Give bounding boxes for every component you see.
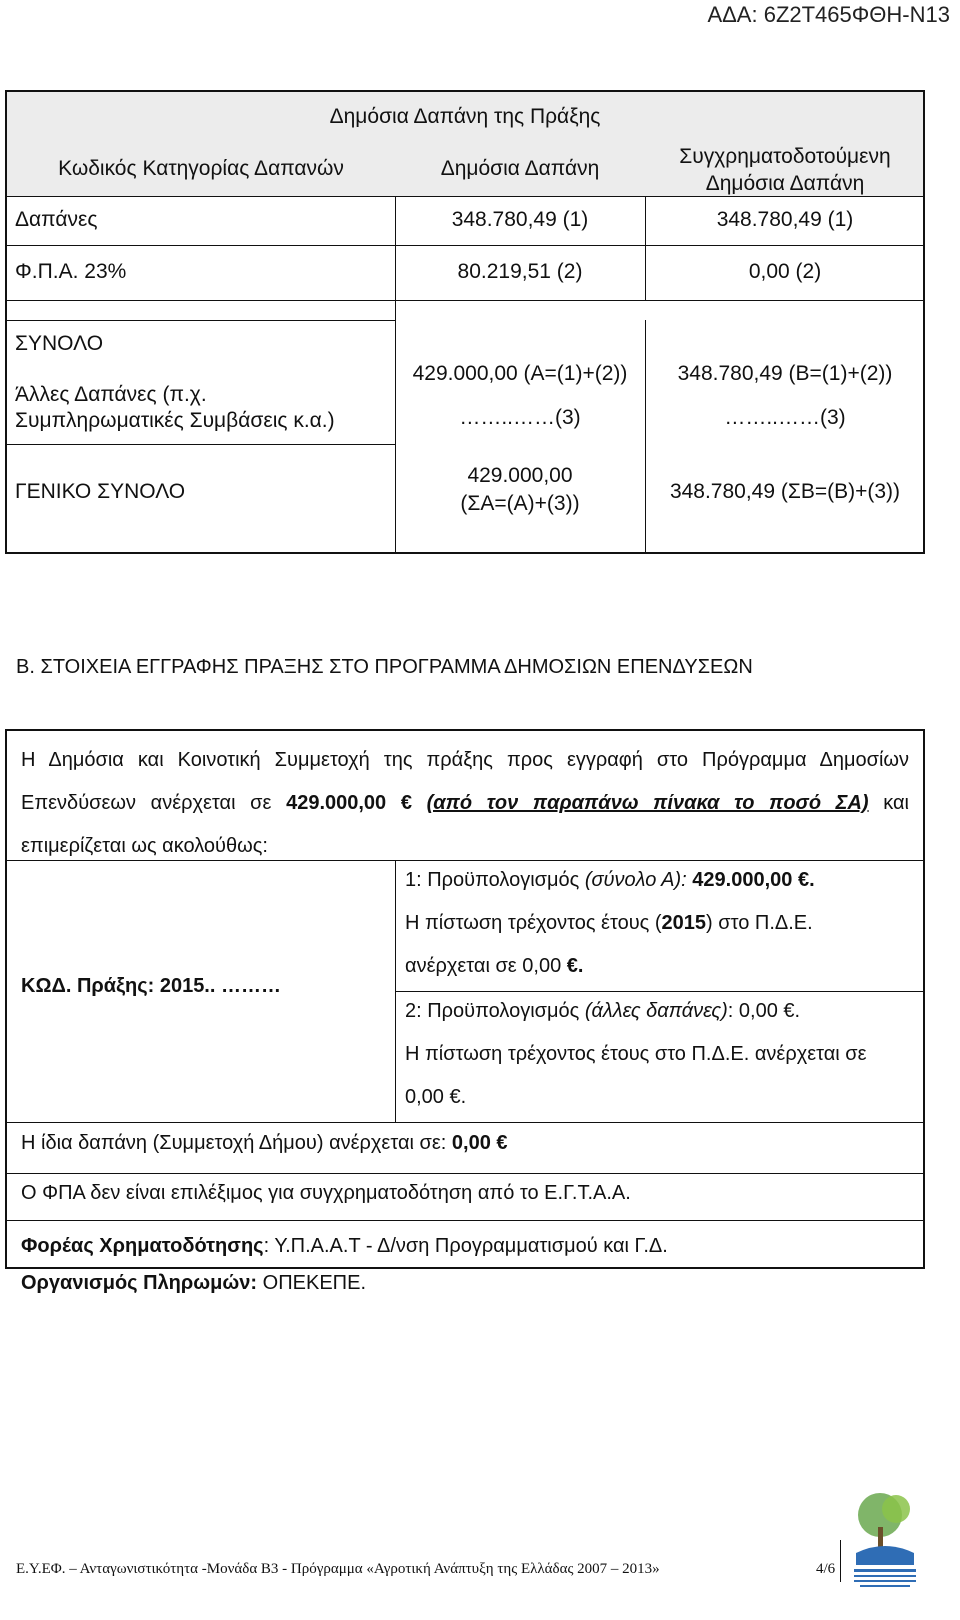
header-cofinanced	[645, 143, 925, 197]
project-code: ΚΩΔ. Πράξης: 2015.. ………	[21, 975, 281, 997]
own-expense-prefix: Η ίδια δαπάνη (Συμμετοχή Δήμου) ανέρχεται σε:	[21, 1132, 452, 1154]
table-header-row	[7, 142, 923, 197]
intro-tail: και επιμερίζεται ως ακολούθως:	[21, 792, 909, 857]
header-cofinanced-line1: Συγχρηματοδοτούμενη	[679, 145, 891, 168]
header-public: Δημόσια Δαπάνη	[440, 157, 600, 180]
funder-line	[21, 1235, 668, 1258]
row-vat-label: Φ.Π.Α. 23%	[15, 260, 127, 283]
pde-registration-box	[5, 729, 925, 1294]
funder-value: : Υ.Π.Α.Α.Τ - Δ/νση Προγραμματισμού και Γ.Δ.	[263, 1235, 668, 1257]
row-divider-4	[7, 444, 395, 445]
budget-2-block	[405, 990, 867, 1119]
row-vat-cofinanced: 0,00 (2)	[748, 260, 822, 283]
footer-divider	[840, 1540, 841, 1582]
public-expenditure-table	[5, 90, 925, 554]
footer-text: Ε.Υ.ΕΦ. – Ανταγωνιστικότητα -Μονάδα Β3 - Πρόγραμμα «Αγροτική Ανάπτυξη της Ελλάδας 2007 – 2013»	[16, 1561, 660, 1577]
box-divider-own	[7, 1122, 923, 1123]
row-vat-public: 80.219,51 (2)	[457, 260, 583, 283]
budget-1-amount: 429.000,00 €.	[686, 869, 815, 891]
budget-1-italic: (σύνολο Α):	[584, 869, 687, 891]
credit-1-line2	[405, 945, 815, 988]
col-divider-2b	[645, 320, 646, 552]
own-expense-amount: 0,00 €	[451, 1132, 508, 1154]
intro-note: (από τον παραπάνω πίνακα το ποσό ΣΑ)	[426, 792, 869, 814]
row-expenses-cofinanced: 348.780,49 (1)	[716, 208, 854, 231]
funder-label: Φορέας Χρηματοδότησης	[21, 1235, 264, 1257]
header-category: Κωδικός Κατηγορίας Δαπανών	[58, 157, 344, 180]
row-other-cofinanced: ……..……(3)	[724, 406, 846, 429]
rural-development-logo	[850, 1487, 920, 1597]
budget-1-prefix: 1: Προϋπολογισμός	[405, 869, 585, 891]
credit-1-amount: ανέρχεται σε 0,00	[405, 955, 567, 977]
row-other-label-line2: Συμπληρωματικές Συμβάσεις κ.α.)	[15, 409, 335, 432]
row-other-label-line1: Άλλες Δαπάνες (π.χ.	[15, 383, 207, 406]
credit-1-suffix: ) στο Π.Δ.Ε.	[706, 912, 813, 934]
row-other-public: ……..……(3)	[459, 406, 581, 429]
row-expenses-public: 348.780,49 (1)	[451, 208, 589, 231]
credit-2-line: Η πίστωση τρέχοντος έτους στο Π.Δ.Ε. ανέρχεται σε	[405, 1043, 867, 1065]
row-divider-1	[7, 245, 923, 246]
payer-value: ΟΠΕΚΕΠΕ.	[257, 1272, 367, 1294]
intro-paragraph	[21, 739, 909, 868]
payer-line	[21, 1272, 366, 1295]
payer-label: Οργανισμός Πληρωμών:	[21, 1272, 258, 1294]
box-divider-funder	[7, 1220, 923, 1221]
header-cofinanced-line2: Δημόσια Δαπάνη	[705, 172, 865, 195]
credit-1-euro: €.	[566, 955, 584, 977]
section-b-title: Β. ΣΤΟΙΧΕΙΑ ΕΓΓΡΑΦΗΣ ΠΡΑΞΗΣ ΣΤΟ ΠΡΟΓΡΑΜΜΑ ΔΗΜΟΣΙΩΝ ΕΠΕΝΔΥΣΕΩΝ	[16, 656, 753, 678]
credit-1-year: 2015	[661, 912, 707, 934]
row-grand-label: ΓΕΝΙΚΟ ΣΥΝΟΛΟ	[15, 480, 186, 503]
credit-1-line	[405, 902, 815, 945]
row-grand-cofinanced: 348.780,49 (ΣΒ=(Β)+(3))	[669, 480, 901, 503]
row-divider-3	[7, 320, 395, 321]
intro-amount: 429.000,00 €	[286, 792, 412, 814]
budget-2-line	[405, 990, 867, 1033]
budget-2-prefix: 2: Προϋπολογισμός	[405, 1000, 585, 1022]
box-divider-vat	[7, 1173, 923, 1174]
budget-1-block	[405, 859, 815, 988]
budget-2-amount: : 0,00 €.	[727, 1000, 801, 1022]
row-expenses-label: Δαπάνες	[15, 208, 98, 231]
intro-text: Η Δημόσια και Κοινοτική Συμμετοχή της πράξης προς εγγραφή στο Πρόγραμμα Δημοσίων Επενδύσεων ανέρχεται σε	[21, 749, 909, 814]
credit-2-amount: 0,00 €.	[405, 1086, 467, 1108]
row-grand-public-line2: (ΣΑ=(Α)+(3))	[460, 492, 580, 515]
row-other-label	[15, 382, 335, 434]
row-total-public: 429.000,00 (Α=(1)+(2))	[412, 362, 628, 385]
row-total-label: ΣΥΝΟΛΟ	[15, 332, 104, 355]
ada-code: ΑΔΑ: 6Ζ2Τ465ΦΘΗ-Ν13	[707, 2, 950, 27]
credit-1-prefix: Η πίστωση τρέχοντος έτους (	[405, 912, 662, 934]
own-expense-line	[21, 1132, 508, 1155]
row-grand-public-line1: 429.000,00	[467, 464, 573, 487]
vat-note: Ο ΦΠΑ δεν είναι επιλέξιμος για συγχρηματοδότηση από το Ε.Γ.Τ.Α.Α.	[21, 1182, 631, 1204]
page-number: 4/6	[816, 1561, 836, 1577]
budget-1-line	[405, 859, 815, 902]
row-divider-2	[7, 300, 923, 301]
table-band-title: Δημόσια Δαπάνη της Πράξης	[7, 92, 923, 143]
budget-2-italic: (άλλες δαπάνες)	[584, 1000, 728, 1022]
row-total-cofinanced: 348.780,49 (Β=(1)+(2))	[677, 362, 893, 385]
row-grand-public	[395, 462, 645, 518]
